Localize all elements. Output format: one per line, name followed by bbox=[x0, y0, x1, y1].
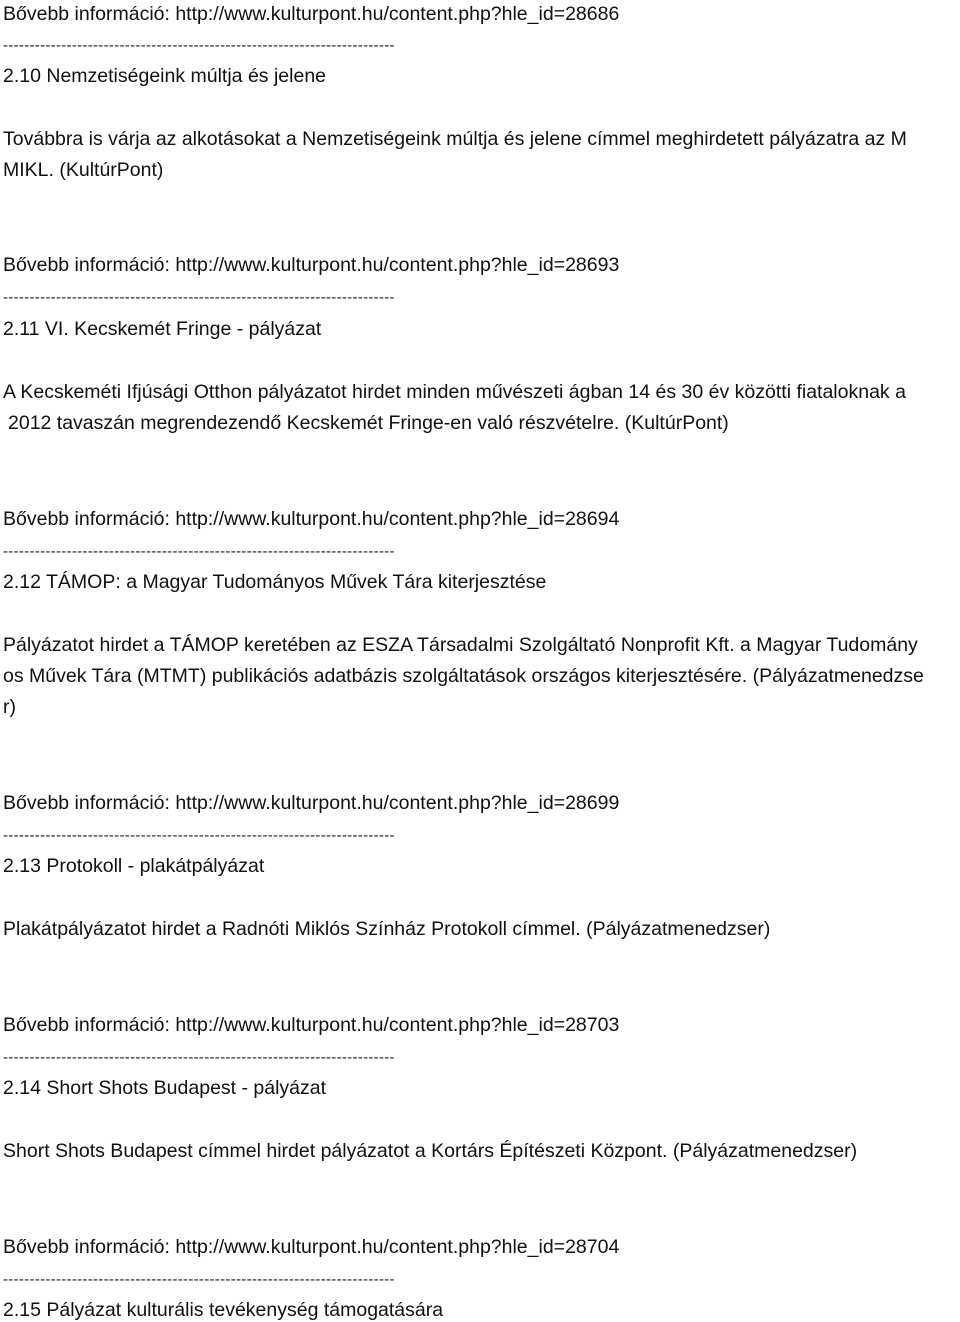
body-text: 2012 tavaszán megrendezendő Kecskemét Fringe-en való részvételre. (KultúrPont) bbox=[8, 412, 729, 434]
more-info-line: Bővebb információ: http://www.kulturpont.hu/content.php?hle_id=28686 bbox=[3, 3, 620, 25]
body-text: Short Shots Budapest címmel hirdet pályázatot a Kortárs Építészeti Központ. (Pályázatmenedzser) bbox=[3, 1140, 858, 1162]
more-info-line: Bővebb információ: http://www.kulturpont.hu/content.php?hle_id=28704 bbox=[3, 1236, 620, 1258]
section-heading: 2.10 Nemzetiségeink múltja és jelene bbox=[3, 65, 327, 87]
body-text: Plakátpályázatot hirdet a Radnóti Miklós Színház Protokoll címmel. (Pályázatmenedzser) bbox=[3, 918, 771, 940]
separator: -------------------------------------------------------------------------- bbox=[3, 1049, 395, 1066]
separator: -------------------------------------------------------------------------- bbox=[3, 827, 395, 844]
separator: -------------------------------------------------------------------------- bbox=[3, 289, 395, 306]
body-text: A Kecskeméti Ifjúsági Otthon pályázatot hirdet minden művészeti ágban 14 és 30 év közötti fiataloknak a bbox=[3, 381, 906, 403]
separator: -------------------------------------------------------------------------- bbox=[3, 543, 395, 560]
separator: -------------------------------------------------------------------------- bbox=[3, 1271, 395, 1288]
body-text: r) bbox=[3, 696, 16, 718]
body-text: MIKL. (KultúrPont) bbox=[3, 159, 164, 181]
more-info-line: Bővebb információ: http://www.kulturpont.hu/content.php?hle_id=28693 bbox=[3, 254, 620, 276]
body-text: Pályázatot hirdet a TÁMOP keretében az ESZA Társadalmi Szolgáltató Nonprofit Kft. a Magyar Tudomány bbox=[3, 634, 918, 656]
separator: -------------------------------------------------------------------------- bbox=[3, 37, 395, 54]
more-info-line: Bővebb információ: http://www.kulturpont.hu/content.php?hle_id=28703 bbox=[3, 1014, 620, 1036]
section-heading: 2.12 TÁMOP: a Magyar Tudományos Művek Tára kiterjesztése bbox=[3, 571, 547, 593]
body-text: os Művek Tára (MTMT) publikációs adatbázis szolgáltatások országos kiterjesztésére. (Pályázatmenedzse bbox=[3, 665, 924, 687]
section-heading: 2.13 Protokoll - plakátpályázat bbox=[3, 855, 265, 877]
more-info-line: Bővebb információ: http://www.kulturpont.hu/content.php?hle_id=28694 bbox=[3, 508, 620, 530]
section-heading: 2.14 Short Shots Budapest - pályázat bbox=[3, 1077, 327, 1099]
section-heading: 2.15 Pályázat kulturális tevékenység támogatására bbox=[3, 1299, 444, 1321]
section-heading: 2.11 VI. Kecskemét Fringe - pályázat bbox=[3, 318, 322, 340]
body-text: Továbbra is várja az alkotásokat a Nemzetiségeink múltja és jelene címmel meghirdetett pályázatra az M bbox=[3, 128, 907, 150]
more-info-line: Bővebb információ: http://www.kulturpont.hu/content.php?hle_id=28699 bbox=[3, 792, 620, 814]
